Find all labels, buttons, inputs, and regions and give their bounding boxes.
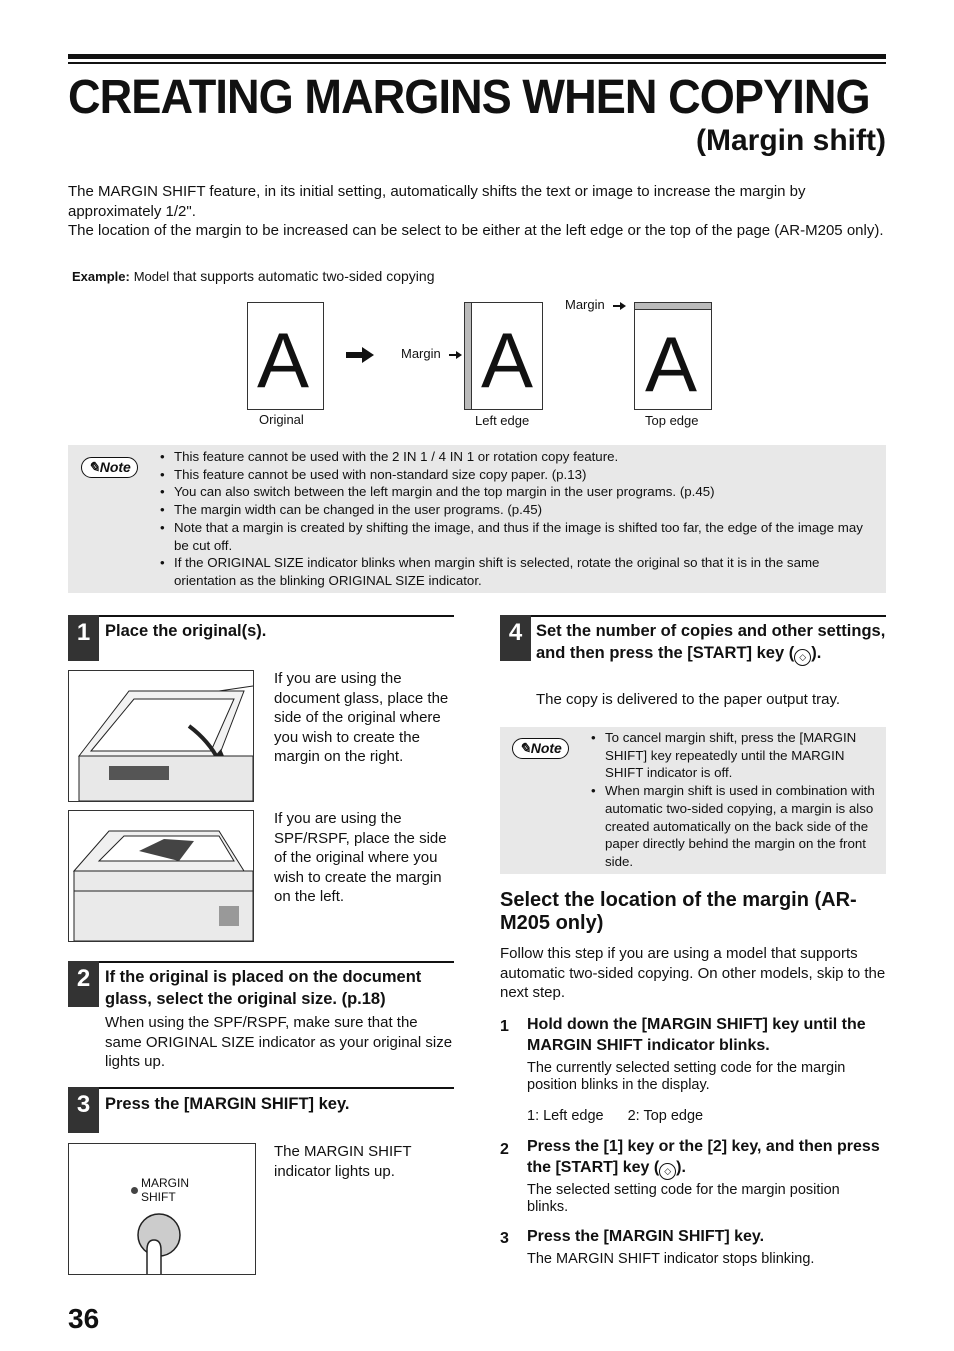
substep-1-body: The currently selected setting code for the margin position blinks in the display. [527,1060,846,1093]
step-2-body: When using the SPF/RSPF, make sure that the same ORIGINAL SIZE indicator as your original size lights up. [105,1014,453,1070]
step-2-number: 2 [68,961,99,1007]
substep-1-codes [527,1108,703,1125]
top-edge-label: Top edge [645,413,699,428]
margin-label-top: Margin [565,297,605,312]
intro-paragraph-2: The location of the margin to be increased can be select to be either at the left edge or the top of the page (AR-M205 only). [68,222,884,239]
note-badge [512,738,569,759]
example-model: Model [133,269,170,284]
substep-3-title: Press the [MARGIN SHIFT] key. [527,1228,765,1245]
arrow-right-icon [346,347,374,363]
original-letter: A [257,316,310,404]
step-1-title: Place the original(s). [105,622,267,640]
substep-2-number: 2 [500,1141,509,1158]
step-1-bar [68,615,454,617]
step-3-bar [68,1087,454,1089]
step-4-body: The copy is delivered to the paper output tray. [536,691,841,708]
original-label: Original [259,412,304,427]
substep-2-title-end: ). [676,1159,686,1176]
key-label-shift: SHIFT [141,1190,176,1204]
step-3-number: 3 [68,1087,99,1133]
step-4-number: 4 [500,615,531,661]
note-list-right [591,729,881,871]
note-item: • This feature cannot be used with the 2 IN 1 / 4 IN 1 or rotation copy feature. [160,448,880,466]
note-pencil-icon: ✎ [88,459,100,475]
note-pencil-icon: ✎ [519,740,531,756]
note-item: • If the ORIGINAL SIZE indicator blinks when margin shift is selected, rotate the original so that it is in the same orientation as the blinking ORIGINAL SIZE indicator. [160,554,880,589]
page-title: CREATING MARGINS WHEN COPYING [68,71,870,124]
start-key-icon: ◇ [794,649,811,666]
substep-3-body: The MARGIN SHIFT indicator stops blinking. [527,1251,815,1267]
page-number: 36 [68,1303,100,1334]
header-rule-thin [68,62,886,64]
step-3-title: Press the [MARGIN SHIFT] key. [105,1095,350,1113]
note-item: • When margin shift is used in combination with automatic two-sided copying, a margin is also created automatically on the back side of the paper directly behind the margin on the front side. [591,782,881,871]
note-item: • The margin width can be changed in the user programs. (p.45) [160,501,880,519]
example-text: that supports automatic two-sided copying [173,268,435,284]
step-4-title-end: ). [811,644,822,662]
margin-shift-key-illustration [68,1143,256,1275]
start-key-icon: ◇ [659,1163,676,1180]
note-item: • Note that a margin is created by shifting the image, and thus if the image is shifted too far, the edge of the image may be cut off. [160,519,880,554]
intro-paragraph-1: The MARGIN SHIFT feature, in its initial setting, automatically shifts the text or image to increase the margin by approximately 1/2". [68,183,806,220]
note-box-top [68,445,886,593]
select-section-intro: Follow this step if you are using a model that supports automatic two-sided copying. On other models, skip to the next step. [500,945,886,1001]
note-badge-label: Note [530,740,562,756]
substep-2-title [527,1136,882,1180]
header-rule-thick [68,54,886,59]
substep-1-title: Hold down the [MARGIN SHIFT] key until the MARGIN SHIFT indicator blinks. [527,1016,866,1054]
substep-2-title-text: Press the [1] key or the [2] key, and then press the [START] key ( [527,1138,880,1176]
note-badge [81,457,138,478]
note-item: • You can also switch between the left margin and the top margin in the user programs. (p.45) [160,483,880,501]
step-1-glass-text: If you are using the document glass, place the side of the original where you wish to create the margin on the right. [274,670,449,765]
example-line [72,268,435,284]
top-edge-letter: A [645,320,698,408]
step-4-title-text: Set the number of copies and other settings, and then press the [START] key ( [536,622,886,662]
finger-press-icon [129,1210,189,1274]
left-edge-letter: A [481,316,534,404]
margin-arrow-icon [449,351,462,359]
example-label: Example: [72,269,130,284]
top-margin-strip [635,303,711,310]
step-3-body: The MARGIN SHIFT indicator lights up. [274,1143,412,1180]
note-item: • To cancel margin shift, press the [MARGIN SHIFT] key repeatedly until the MARGIN SHIFT indicator is off. [591,729,881,782]
step-1-number: 1 [68,615,99,661]
document-glass-illustration [68,670,254,802]
intro-text [68,182,888,241]
substep-2-body: The selected setting code for the margin position blinks. [527,1182,840,1215]
code-top-edge: 2: Top edge [627,1108,704,1124]
page-subtitle: (Margin shift) [696,124,886,157]
left-edge-page [464,302,543,410]
note-box-right [500,727,886,874]
spf-illustration [68,810,254,942]
indicator-led-icon [131,1187,138,1194]
note-item: • This feature cannot be used with non-standard size copy paper. (p.13) [160,466,880,484]
substep-1-number: 1 [500,1018,509,1035]
select-section-heading: Select the location of the margin (AR-M205 only) [500,889,857,934]
code-left-edge: 1: Left edge [527,1108,604,1124]
step-1-spf-text: If you are using the SPF/RSPF, place the side of the original where you wish to create the margin on the left. [274,810,447,905]
top-edge-page [634,302,712,410]
step-4-title [536,620,886,666]
substep-3-number: 3 [500,1230,509,1247]
left-margin-strip [465,303,472,409]
copier-glass-icon [69,671,253,801]
left-edge-label: Left edge [475,413,530,428]
original-page [247,302,324,410]
step-2-bar [68,961,454,963]
copier-spf-icon [69,811,253,941]
step-4-bar [500,615,886,617]
note-badge-label: Note [99,459,131,475]
step-2-title: If the original is placed on the document glass, select the original size. (p.18) [105,968,422,1008]
margin-label-left: Margin [401,346,441,361]
key-label-margin: MARGIN [141,1176,189,1190]
margin-arrow-icon [613,302,626,310]
note-list-top [160,448,880,590]
